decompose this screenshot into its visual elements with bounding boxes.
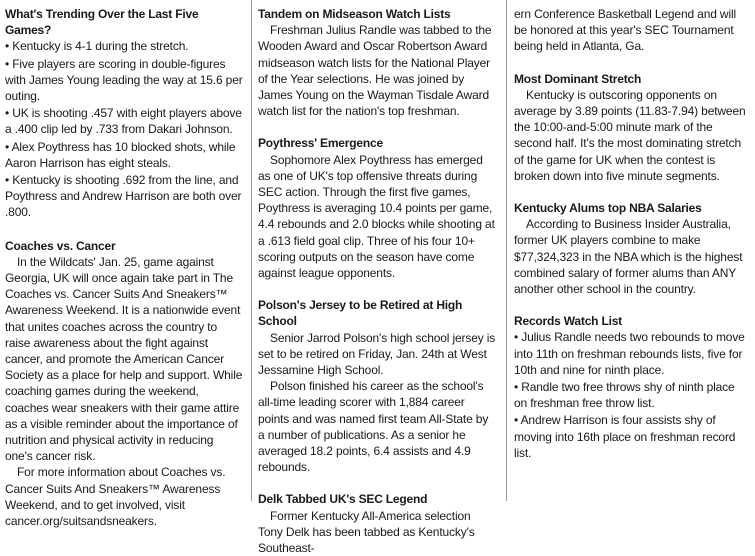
- column-right: [514, 6, 750, 462]
- delk-paragraph-continued: ern Conference Basketball Legend and will be honored at this year's SEC Tournament being held in Atlanta, Ga.: [514, 7, 736, 54]
- section-polson: [258, 297, 496, 475]
- spacer: [258, 119, 496, 135]
- coaches-paragraph-1: In the Wildcats' Jan. 25, game against Georgia, UK will once again take part in The Coaches vs. Cancer Suits And Sneakers™ Awareness Weekend. It is a nationwide event that unites coaches across the country to raise awareness about the fight against cancer, and promote the American Cancer Society as a place for help and support. While coaching games during the weekend, coaches wear sneakers with their game attire as a visible reminder about the importance of nutrition and physical activity in reducing one's cancer risk.: [5, 254, 243, 464]
- section-records-watch: [514, 313, 750, 461]
- coaches-paragraph-2: For more information about Coaches vs. Cancer Suits And Sneakers™ Awareness Weekend, and to get involved, visit cancer.org/suitsandsneakers.: [5, 465, 226, 529]
- trending-bullet-5: • Kentucky is shooting .692 from the line, and Poythress and Andrew Harrison are both over .800.: [5, 173, 242, 220]
- records-bullet-3: • Andrew Harrison is four assists shy of moving into 16th place on freshman record list.: [514, 413, 736, 460]
- section-dominant-stretch: [514, 71, 750, 184]
- column-divider-right: [506, 0, 507, 501]
- polson-paragraph-1: Senior Jarrod Polson's high school jersey is set to be retired on Friday, Jan. 24th at West Jessamine High School.: [258, 330, 496, 378]
- section-title-polson: Polson's Jersey to be Retired at High School: [258, 298, 463, 329]
- section-trending: [5, 6, 243, 221]
- section-title-delk: Delk Tabbed UK's SEC Legend: [258, 492, 428, 507]
- spacer: [514, 55, 750, 71]
- spacer: [258, 281, 496, 297]
- delk-paragraph: Former Kentucky All-America selection Tony Delk has been tabbed as Kentucky's Southeast-: [258, 508, 475, 556]
- section-title-trending: What's Trending Over the Last Five Games?: [5, 7, 199, 38]
- trending-bullet-4: • Alex Poythress has 10 blocked shots, while Aaron Harrison has eight steals.: [5, 139, 236, 170]
- column-divider-left: [251, 0, 252, 501]
- spacer: [514, 184, 750, 200]
- tandem-paragraph: Freshman Julius Randle was tabbed to the Wooden Award and Oscar Robertson Award midseason watch lists for the National Player of the Year selections. He was joined by James Young on the Wayman Tisdale Award watch list for the nation's top freshman.: [258, 23, 492, 119]
- trending-bullet-1: • Kentucky is 4-1 during the stretch.: [5, 39, 189, 54]
- section-coaches-vs-cancer: [5, 238, 243, 530]
- spacer: [514, 297, 750, 313]
- spacer: [5, 222, 243, 238]
- stretch-paragraph: Kentucky is outscoring opponents on average by 3.89 points (11.83-7.94) between the 10:00-and-5:00 minute mark of the second half. It's the most dominating stretch of the game for UK when the contest is broken down into five minute segments.: [514, 87, 746, 183]
- records-bullet-2: • Randle two free throws shy of ninth place on freshman free throw list.: [514, 380, 735, 411]
- column-middle: [258, 6, 496, 556]
- section-title-tandem: Tandem on Midseason Watch Lists: [258, 7, 451, 21]
- section-title-dominant-stretch: Most Dominant Stretch: [514, 71, 642, 86]
- section-tandem: [258, 6, 496, 119]
- spacer: [258, 475, 496, 491]
- trending-bullet-3: • UK is shooting .457 with eight players above a .400 clip led by .733 from Dakari Johnson.: [5, 106, 242, 137]
- section-delk: [258, 491, 496, 556]
- nba-paragraph: According to Business Insider Australia, former UK players combine to make $77,324,323 in the NBA which is the highest combined salary of former alums than ANY another other school in the country.: [514, 217, 743, 297]
- trending-bullet-2: • Five players are scoring in double-figures with James Young leading the way at 15.6 per outing.: [5, 56, 243, 104]
- section-title-poythress: Poythress' Emergence: [258, 136, 383, 151]
- section-nba-salaries: [514, 200, 750, 297]
- section-title-records-watch: Records Watch List: [514, 314, 622, 329]
- column-left: [5, 6, 243, 529]
- section-title-nba-salaries: Kentucky Alums top NBA Salaries: [514, 201, 702, 216]
- section-title-coaches-vs-cancer: Coaches vs. Cancer: [5, 238, 116, 253]
- records-bullet-1: • Julius Randle needs two rebounds to move into 11th on freshman rebounds lists, five for 10th and nine for ninth place.: [514, 330, 745, 377]
- polson-paragraph-2: Polson finished his career as the school's all-time leading scorer with 1,884 career points and was named first team All-State by a number of publications. As a senior he averaged 18.2 points, 6.4 assists and 4.9 rebounds.: [258, 379, 489, 475]
- section-poythress: [258, 135, 496, 281]
- poythress-paragraph: Sophomore Alex Poythress has emerged as one of UK's top offensive threats during SEC action. Through the first five games, Poythress is averaging 10.4 points per game, 4.4 rebounds and 2.0 blocks while shooting at a .613 field goal clip. Three of his four 10+ scoring outputs on the season have come against league opponents.: [258, 152, 495, 281]
